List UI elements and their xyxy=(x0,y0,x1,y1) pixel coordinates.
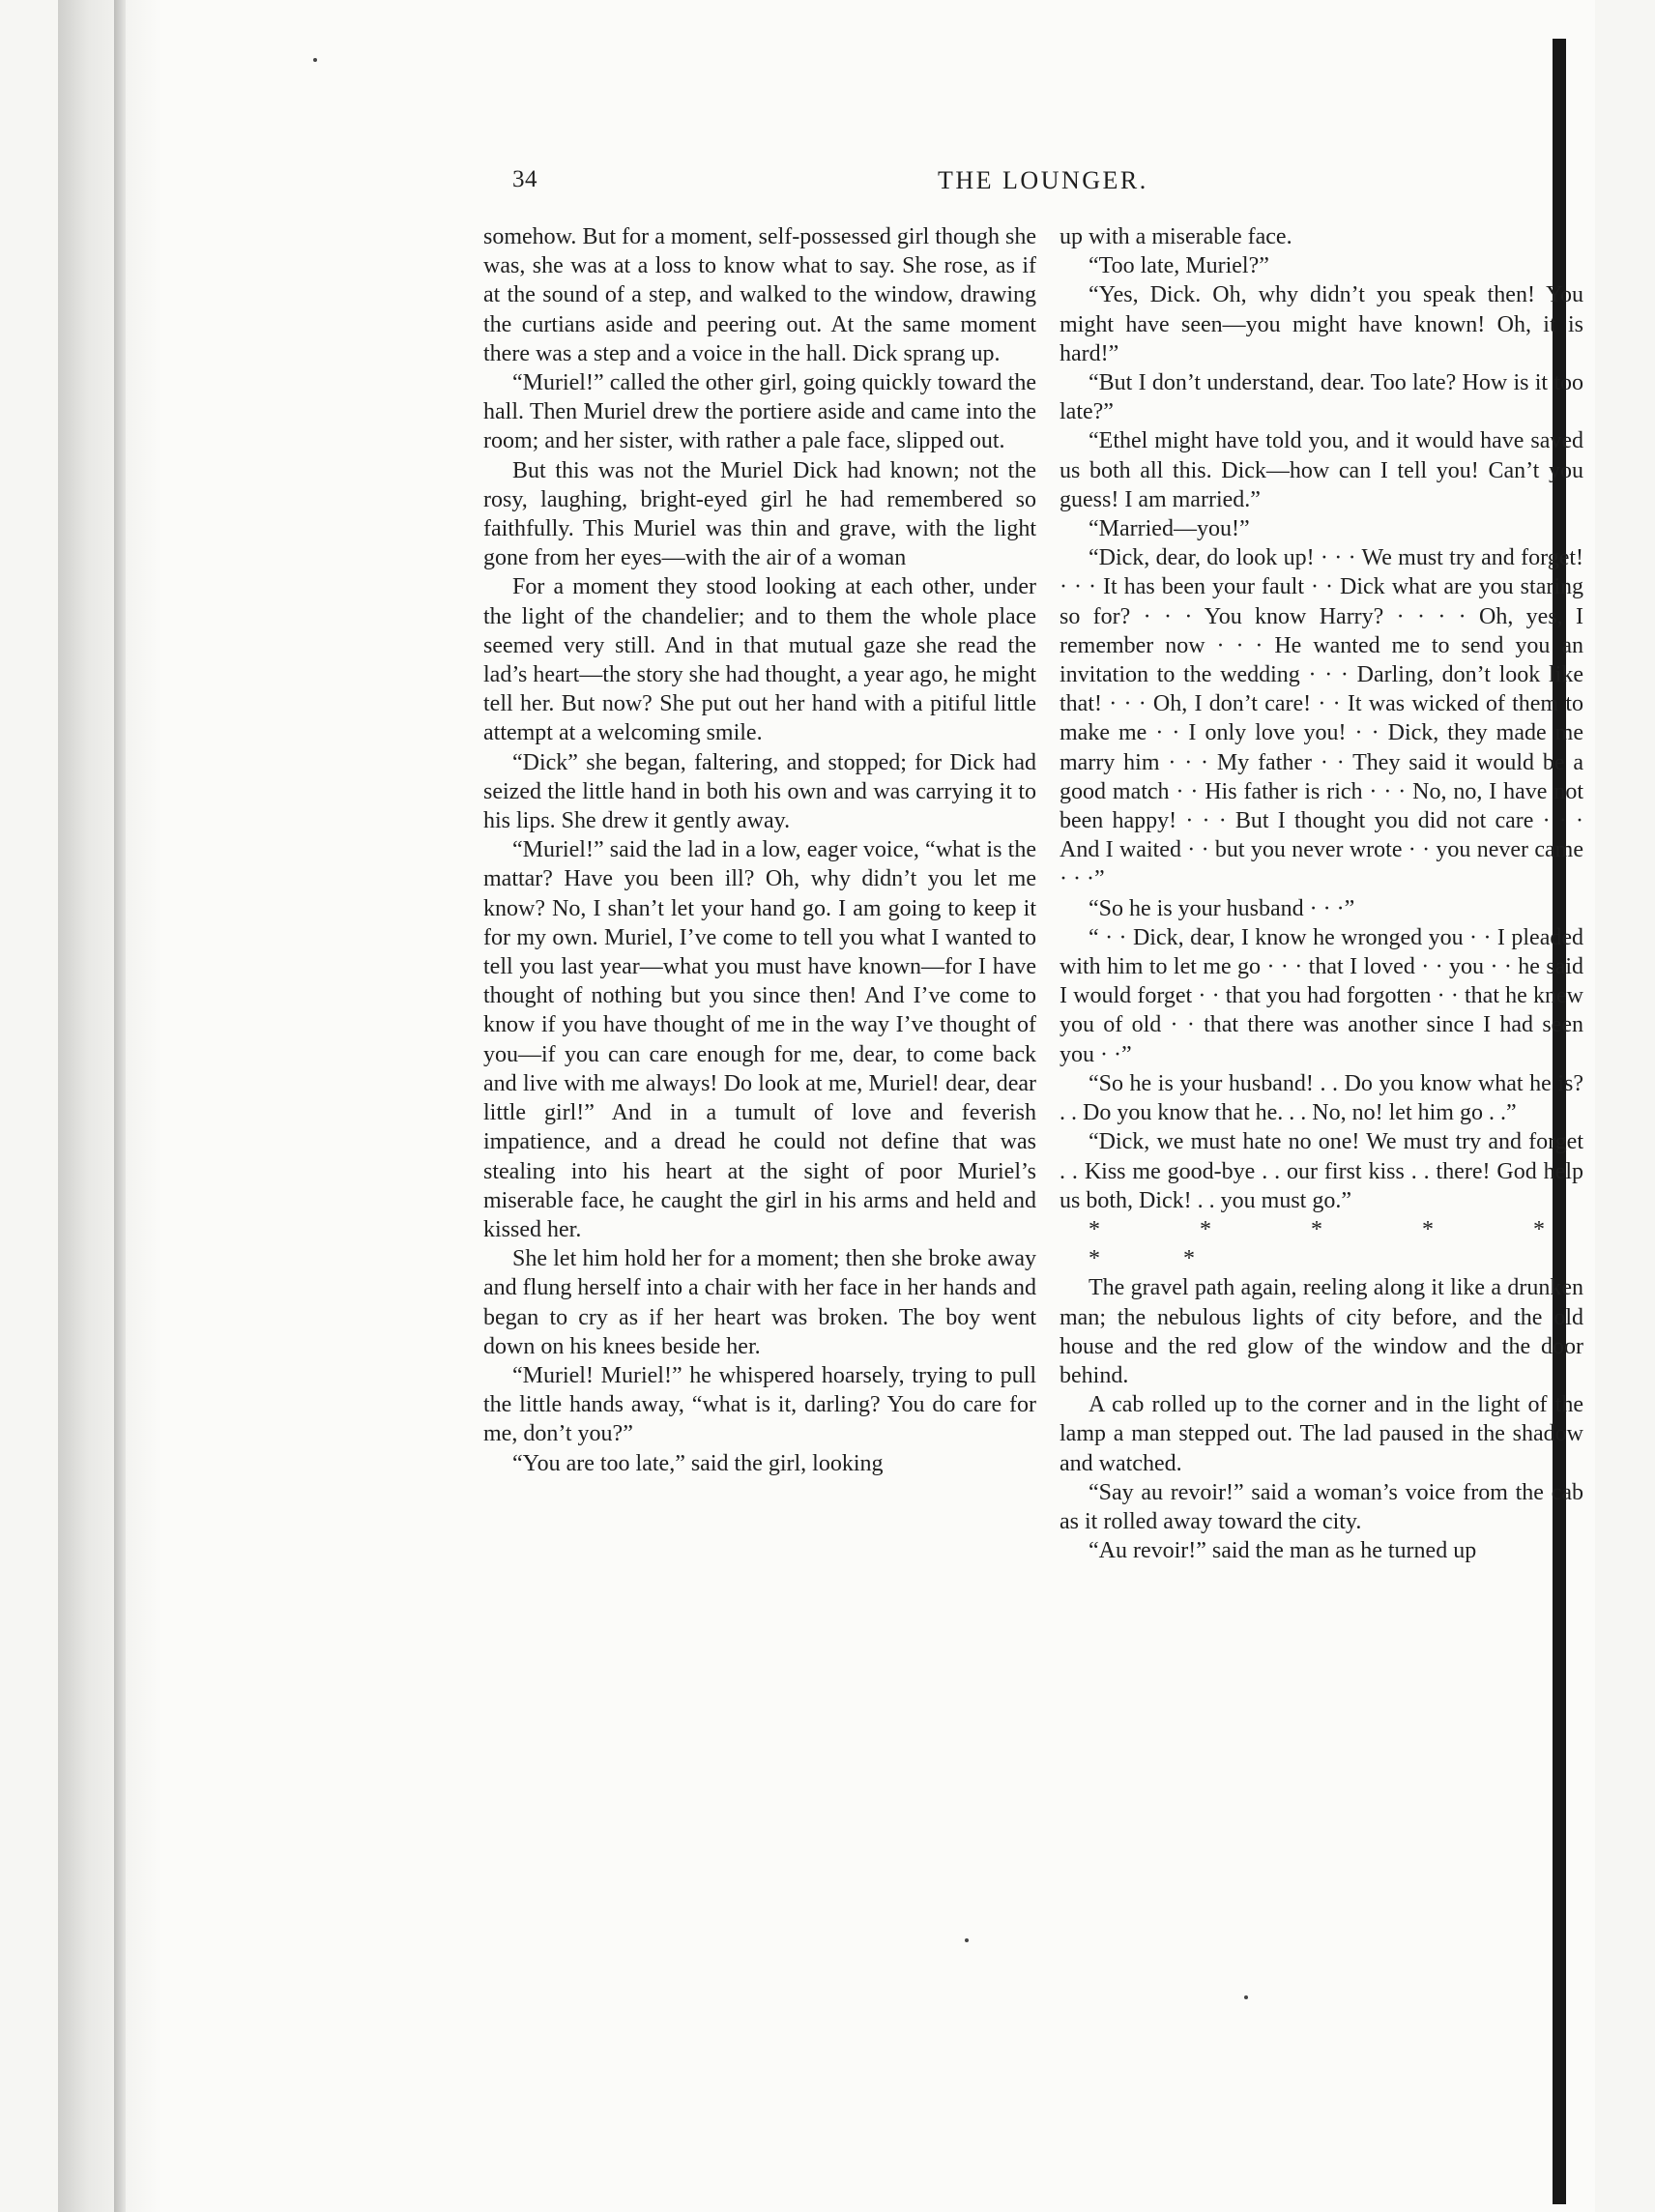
page-gutter xyxy=(58,0,162,2212)
book-page xyxy=(58,0,1595,2212)
paragraph: “Dick” she began, faltering, and stopped; for Dick had seized the little hand in both his own and was carrying it to his lips. She drew it gently away. xyxy=(483,749,1036,834)
ink-speck xyxy=(313,58,317,62)
ink-speck xyxy=(1244,1995,1248,1999)
paragraph: A cab rolled up to the corner and in the light of the lamp a man stepped out. The lad paused in the shadow and watched. xyxy=(1060,1392,1583,1476)
paragraph: But this was not the Muriel Dick had known; not the rosy, laughing, bright-eyed girl he had remembered so faithfully. This Muriel was thin and grave, with the light gone from her eyes—with the air of a woman xyxy=(483,457,1036,571)
paragraph xyxy=(1060,1215,1583,1273)
running-head xyxy=(512,166,1576,201)
journal-title: THE LOUNGER. xyxy=(938,166,1148,194)
paragraph: up with a miserable face. xyxy=(1060,224,1292,249)
paragraph: “Too late, Muriel?” xyxy=(1089,253,1269,279)
paragraph: “Married—you!” xyxy=(1089,516,1250,542)
section-break: * * * * * * * xyxy=(1089,1216,1583,1272)
paragraph: “Dick, dear, do look up! · · · We must try and forget! · · · It has been your fault · · Dick what are you staring so for? · · · You know Harry? · · · · Oh, yes, I remember now · · · He wanted me to send you an invitation to the wedding · · · Darling, don’t look like that! · · · Oh, I don’t care! · · It was wicked of them to make me · · I only love you! · · Dick, they made me marry him · · · My father · · They said it would be a good match · · His father is rich · · · No, no, I have not been happy! · · · But I thought you did not care · · · And I waited · · but you never wrote · · you never came · · ·” xyxy=(1060,545,1583,892)
paragraph: “Yes, Dick. Oh, why didn’t you speak then! You might have seen—you might have known! Oh, it is hard!” xyxy=(1060,282,1583,366)
paragraph: The gravel path again, reeling along it like a drunken man; the nebulous lights of city before, and the old house and the red glow of the window and the door behind. xyxy=(1060,1275,1583,1388)
paragraph: “Muriel! Muriel!” he whispered hoarsely, trying to pull the little hands away, “what is it, darling? You do care for me, don’t you?” xyxy=(483,1362,1036,1447)
paragraph: “Au revoir!” said the man as he turned up xyxy=(1089,1538,1477,1564)
paragraph: She let him hold her for a moment; then she broke away and flung herself into a chair with her face in her hands and began to cry as if her heart was broken. The boy went down on his knees beside her. xyxy=(483,1246,1036,1359)
paragraph: “Say au revoir!” said a woman’s voice from the cab as it rolled away toward the city. xyxy=(1060,1479,1583,1534)
gutter-fold xyxy=(114,0,126,2212)
paragraph: “Dick, we must hate no one! We must try and forget . . Kiss me good-bye . . our first kiss . . there! God help us both, Dick! . . you must go.” xyxy=(1060,1129,1583,1213)
paragraph: “Muriel!” called the other girl, going quickly toward the hall. Then Muriel drew the portiere aside and came into the room; and her sister, with rather a pale face, slipped out. xyxy=(483,370,1036,454)
paragraph: “ · · Dick, dear, I know he wronged you · · I pleaded with him to let me go · · · that I loved · · you · · he said I would forget · · that you had forgotten · · that he knew you of old · · that there was another since I had seen you · ·” xyxy=(1060,924,1583,1067)
paragraph: somehow. But for a moment, self-possessed girl though she was, she was at a loss to know what to say. She rose, as if at the sound of a step, and walked to the window, drawing the curtians aside and peering out. At the same moment there was a step and a voice in the hall. Dick sprang up. xyxy=(483,224,1036,366)
paragraph: “Ethel might have told you, and it would have saved us both all this. Dick—how can I tell you! Can’t you guess! I am married.” xyxy=(1060,428,1583,512)
right-column xyxy=(1060,222,1583,1565)
left-column xyxy=(483,222,1036,1478)
ink-speck xyxy=(965,1938,969,1942)
paragraph: “So he is your husband · · ·” xyxy=(1089,895,1355,921)
paragraph: “You are too late,” said the girl, looking xyxy=(512,1450,884,1476)
paragraph: “Muriel!” said the lad in a low, eager voice, “what is the mattar? Have you been ill? Oh, why didn’t you let me know? No, I shan’t let your hand go. I am going to keep it for my own. Muriel, I’ve come to tell you what I wanted to tell you last year—what you must have known—for I have thought of nothing but you since then! And I’ve come to know if you have thought of me in the way I’ve thought of you—if you can care enough for me, dear, to come back and live with me always! Do look at me, Muriel! dear, dear little girl!” And in a tumult of love and feverish impatience, and a dread he could not define that was stealing into his heart at the sight of poor Muriel’s miserable face, he caught the girl in his arms and held and kissed her. xyxy=(483,837,1036,1242)
paragraph: “But I don’t understand, dear. Too late? How is it too late?” xyxy=(1060,370,1583,425)
paragraph: For a moment they stood looking at each other, under the light of the chandelier; and to them the whole place seemed very still. And in that mutual gaze she read the lad’s heart—the story she had thought, a year ago, he might tell her. But now? She put out her hand with a pitiful little attempt at a welcoming smile. xyxy=(483,574,1036,746)
paragraph: “So he is your husband! . . Do you know what he is? . . Do you know that he. . . No, no! let him go . .” xyxy=(1060,1070,1583,1126)
page-number: 34 xyxy=(512,166,537,192)
